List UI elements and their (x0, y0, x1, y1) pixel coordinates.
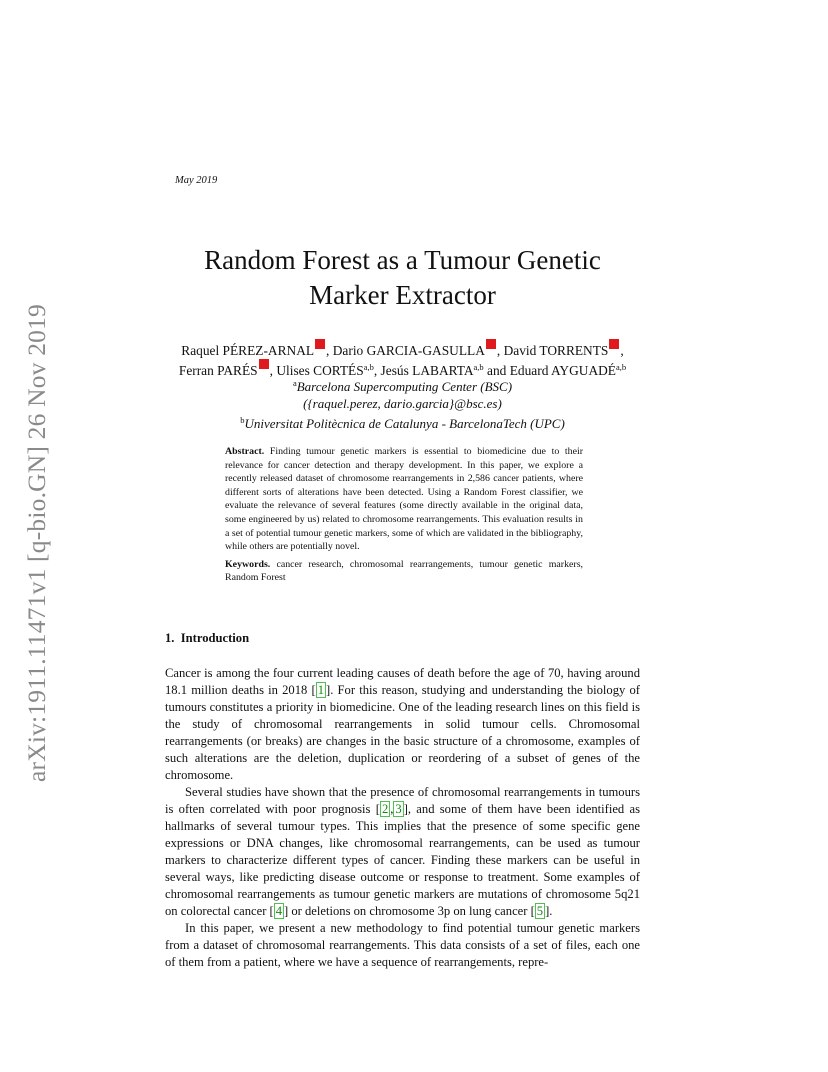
arxiv-identifier: arXiv:1911.11471v1 [q-bio.GN] 26 Nov 2019 (22, 303, 51, 782)
author-name: Raquel PÉREZ-ARNAL (181, 343, 315, 358)
author-separator: , (326, 343, 333, 358)
author-separator: , (269, 363, 277, 378)
author-separator: and (483, 363, 510, 378)
citation-link[interactable]: 3 (395, 802, 402, 816)
abstract-label: Abstract. (225, 446, 265, 457)
author-name: Ulises CORTÉS (276, 363, 364, 378)
affiliation-mark: a,b (473, 362, 484, 372)
affiliation-mark: a,b (615, 362, 627, 372)
affiliation-a: $^a$Barcelona Supercomputing Center (BSC) (292, 378, 513, 394)
affiliation-emails: ({raquel.perez, dario.garcia}@bsc.es) (303, 396, 502, 411)
orcid-icon[interactable] (609, 339, 619, 349)
abstract-body: Abstract. Finding tumour genetic markers is essential to biomedicine due to their relevance for cancer detection and therapy development. In this paper, we explore a recently released dataset of chromosome rearrangements in 2,586 cancer patients, where different sorts of alterations have been detected. Using a Random Forest classifier, we evaluate the relevance of several features (some directly available in the original data, some engineered by us) related to chromosome rearrangements. This evaluation results in a set of potential tumour genetic markers, some of which are validated in the bibliography, while others are potentially novel. (225, 446, 584, 553)
affiliation-mark: a,b (363, 362, 374, 372)
publication-date: May 2019 (175, 175, 218, 186)
author-name: David TORRENTS (503, 343, 609, 358)
citation-link[interactable]: 4 (275, 904, 283, 918)
paper-title (165, 243, 640, 313)
author-name: Dario GARCIA-GASULLA (332, 343, 485, 358)
affiliation-b: $^b$Universitat Politècnica de Catalunya - BarcelonaTech (UPC) (240, 415, 565, 431)
paragraph-1: Cancer is among the four current leading causes of death before the age of 70, having around 18.1 million deaths in 2018 [ 1 ]. For this reason, studying and understanding the biology of tumours constitutes a priority in biomedicine. One of the leading research lines on this field is the study of chromosomal rearrangements in solid tumour cells. Chromosomal rearrangements (or breaks) are changes in the basic structure of a chromosome, examples of such alterations are the deletion, duplication or reordering of a subset of genes of the chromosome. (165, 666, 640, 782)
author-name: Jesús LABARTA (380, 363, 474, 378)
introduction-body (165, 665, 640, 971)
title-line-1: Random Forest as a Tumour Genetic (204, 245, 601, 275)
citation-link[interactable]: 5 (536, 904, 544, 918)
affiliations (165, 375, 640, 432)
author-name: Ferran PARÉS (178, 363, 258, 378)
author-list (165, 339, 640, 379)
citation-link[interactable]: 1 (317, 683, 324, 697)
author-name: Eduard AYGUADÉ (509, 363, 616, 378)
keywords: Keywords. cancer research, chromosomal rearrangements, tumour genetic markers, Random Forest (225, 558, 584, 584)
title-line-2: Marker Extractor (309, 280, 496, 310)
orcid-icon[interactable] (259, 359, 269, 369)
author-separator: , (620, 343, 624, 358)
paragraph-3: In this paper, we present a new methodology to find potential tumour genetic markers from a dataset of chromosomal rearrangements. This data consists of a set of files, each one of them from a patient, where we have a sequence of rearrangements, repre- (165, 921, 640, 969)
author-separator: , (496, 343, 504, 358)
citation-link[interactable]: 2 (381, 802, 389, 816)
orcid-icon[interactable] (486, 339, 496, 349)
author-separator: , (373, 363, 381, 378)
paragraph-2: Several studies have shown that the presence of chromosomal rearrangements in tumours is often correlated with poor prognosis [ 2 , 3 ], and some of them have been identified as hallmarks of several tumour types. This implies that the presence of some specific gene expressions or DNA changes, like chromosomal rearrangements, can be used as tumour markers to characterize different types of cancer. Finding these markers can be useful in several ways, like predicting disease outcome or response to treatment. Some examples of chromosomal rearrangements as tumour genetic markers are mutations of chromosome 5q21 on colorectal cancer [ 4 ] or deletions on chromosome 3p on lung cancer [ 5 ]. (165, 785, 640, 918)
abstract (225, 445, 583, 585)
keywords-label: Keywords. (225, 558, 271, 570)
section-heading-introduction: 1. Introduction (165, 631, 250, 645)
orcid-icon[interactable] (315, 339, 325, 349)
